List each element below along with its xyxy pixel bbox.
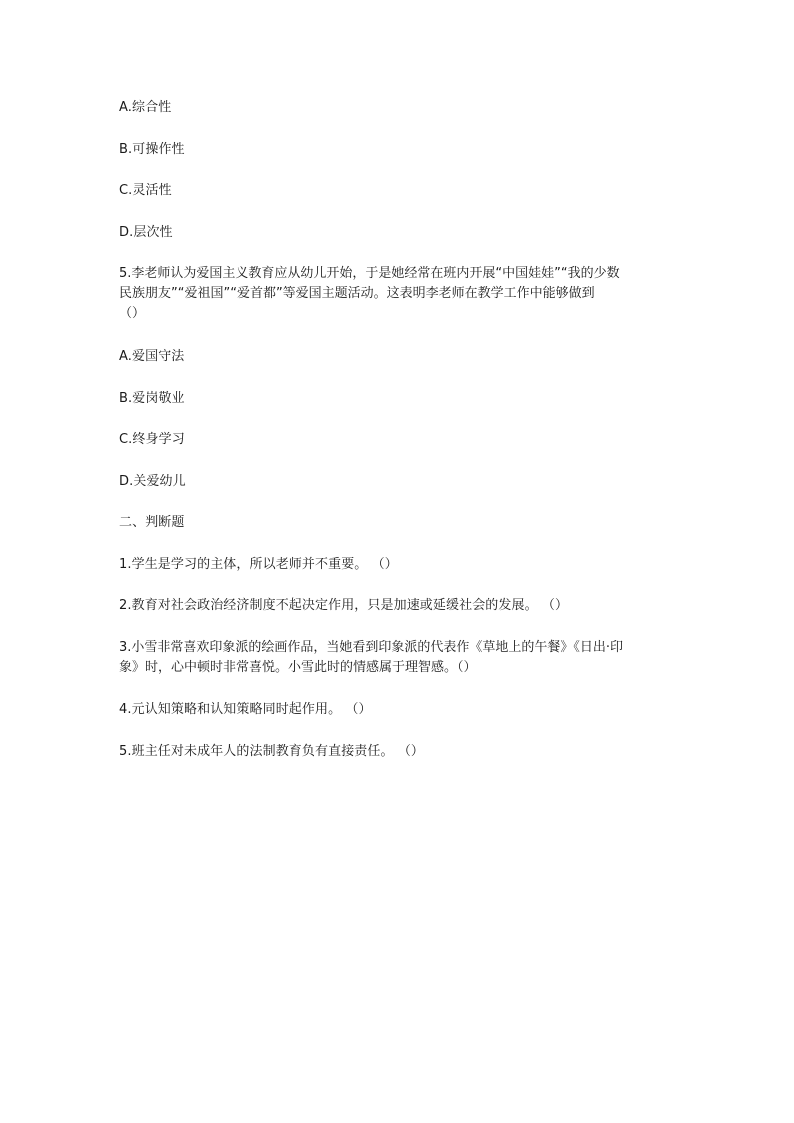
judgment-item-1: 1.学生是学习的主体，所以老师并不重要。 （） (119, 557, 398, 572)
judgment-item-3-line: 象》时，心中顿时非常喜悦。小雪此时的情感属于理智感。（） (119, 660, 477, 675)
q5-stem-line: （） (119, 306, 146, 321)
section-title: 二、判断题 (119, 515, 185, 530)
q5-stem-line: 5.李老师认为爱国主义教育应从幼儿开始，于是她经常在班内开展“中国娃娃”“我的少数 (119, 266, 620, 281)
judgment-item-4: 4.元认知策略和认知策略同时起作用。 （） (119, 702, 372, 717)
judgment-item-3-line: 3.小雪非常喜欢印象派的绘画作品，当她看到印象派的代表作《草地上的午餐》《日出·印 (119, 640, 624, 655)
q4-option-b: B.可操作性 (119, 142, 185, 157)
q5-stem-line: 民族朋友”“爱祖国”“爱首都”等爱国主题活动。这表明李老师在教学工作中能够做到 (119, 286, 595, 301)
q5-option-c: C.终身学习 (119, 432, 185, 447)
q5-stem (119, 264, 679, 324)
q5-option-a: A.爱国守法 (119, 349, 185, 364)
judgment-item-5: 5.班主任对未成年人的法制教育负有直接责任。 （） (119, 744, 425, 759)
q5-option-b: B.爱岗敬业 (119, 391, 185, 406)
q4-option-d: D.层次性 (119, 225, 173, 240)
q4-option-a: A.综合性 (119, 100, 172, 115)
q4-option-c: C.灵活性 (119, 183, 172, 198)
q5-option-d: D.关爱幼儿 (119, 474, 186, 489)
judgment-item-3 (119, 638, 679, 678)
judgment-item-2: 2.教育对社会政治经济制度不起决定作用，只是加速或延缓社会的发展。 （） (119, 598, 569, 613)
